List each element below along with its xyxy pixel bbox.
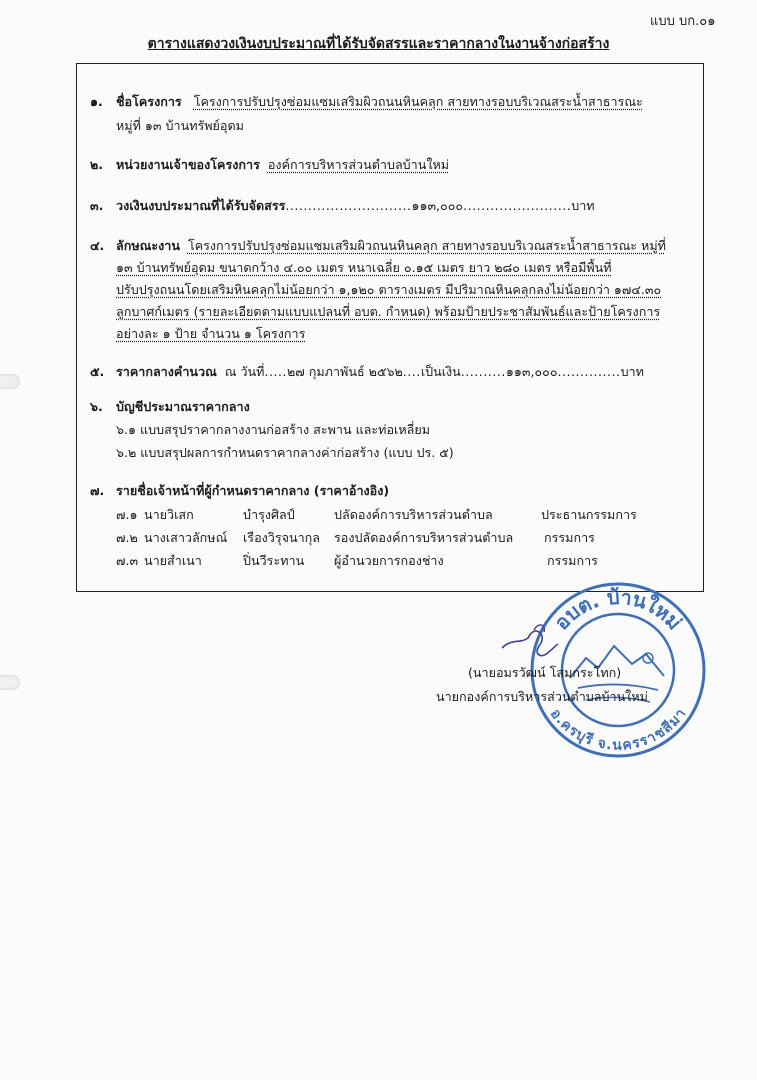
committee-last-name: เรืองวิรุจนากุล [243, 530, 321, 545]
committee-first-name: นายวิเสก [144, 507, 194, 522]
work-description-line4: ลูกบาศก์เมตร (รายละเอียดตามแบบแปลนที่ อบต. กำหนด) พร้อมป้ายประชาสัมพันธ์และป้ายโครงการ [116, 304, 661, 319]
owner-agency-value: องค์การบริหารส่วนตำบลบ้านใหม่ [267, 157, 450, 172]
project-name-line2: หมู่ที่ ๑๓ บ้านทรัพย์อุดม [116, 118, 244, 133]
work-description-line1: โครงการปรับปรุงซ่อมแซมเสริมผิวถนนหินคลุก สายทางรอบบริเวณสระน้ำสาธารณะ หมู่ที่ [187, 238, 666, 253]
item-number: ๔. [90, 238, 105, 253]
signatory-name: (นายอมรวัฒน์ โสมกระโทก) [468, 665, 622, 680]
punch-hole [0, 675, 20, 690]
committee-first-name: นางเสาวลักษณ์ [144, 530, 228, 545]
work-description-line5: อย่างละ ๑ ป้าย จำนวน ๑ โครงการ [116, 326, 306, 341]
committee-role: กรรมการ [544, 530, 595, 545]
committee-first-name: นายสำเนา [144, 553, 202, 568]
item-number: ๒. [90, 157, 104, 172]
item-label: หน่วยงานเจ้าของโครงการ [116, 157, 260, 172]
price-amount: ๑๑๓,๐๐๐ [505, 364, 558, 379]
seal-bottom-text: อ.ครบุรี จ.นครราชสีมา [546, 706, 690, 754]
price-account-sub2: ๖.๒ แบบสรุปผลการกำหนดราคากลางค่าก่อสร้าง (แบบ ปร. ๕) [116, 445, 454, 460]
work-description-line2: ๑๓ บ้านทรัพย์อุดม ขนาดกว้าง ๔.๐๐ เมตร หนาเฉลี่ย ๐.๑๕ เมตร ยาว ๒๘๐ เมตร หรือมีพื้นที่ [116, 260, 612, 275]
budget-amount: ๑๑๓,๐๐๐ [411, 198, 464, 213]
item-budget: ๓. วงเงินงบประมาณที่ได้รับจัดสรร............................๑๑๓,๐๐๐........................บาท [90, 196, 595, 216]
form-code: แบบ บก.๐๑ [650, 14, 716, 29]
committee-position: รองปลัดองค์การบริหารส่วนตำบล [334, 530, 514, 545]
punch-hole [0, 374, 20, 389]
item-label: ลักษณะงาน [116, 238, 180, 253]
svg-text:อ.ครบุรี จ.นครราชสีมา [547, 706, 690, 754]
committee-last-name: บำรุงศิลป์ [243, 507, 295, 522]
item-owner-agency [90, 155, 449, 175]
item-label: ราคากลางคำนวณ [116, 364, 217, 379]
item-label: รายชื่อเจ้าหน้าที่ผู้กำหนดราคากลาง (ราคาอ้างอิง) [116, 483, 390, 498]
item-price-accounts [90, 397, 250, 417]
committee-no: ๗.๓ [116, 553, 139, 568]
seal-top-text: อบต. บ้านใหม่ [549, 584, 687, 635]
item-work-description [90, 236, 666, 256]
handwritten-signature [498, 618, 578, 664]
committee-role: ประธานกรรมการ [541, 507, 637, 522]
item-committee [90, 481, 389, 501]
item-label: บัญชีประมาณราคากลาง [116, 399, 250, 414]
committee-position: ปลัดองค์การบริหารส่วนตำบล [334, 507, 493, 522]
item-label: ชื่อโครงการ [116, 94, 182, 109]
price-date: ๒๗ กุมภาพันธ์ ๒๕๖๒ [286, 364, 403, 379]
item-project-name [90, 92, 643, 112]
item-label: วงเงินงบประมาณที่ได้รับจัดสรร [116, 198, 286, 213]
signatory-position: นายกองค์การบริหารส่วนตำบลบ้านใหม่ [436, 689, 648, 704]
project-name-line1: โครงการปรับปรุงซ่อมแซมเสริมผิวถนนหินคลุก สายทางรอบบริเวณสระน้ำสาธารณะ [193, 94, 643, 109]
committee-position: ผู้อำนวยการกองช่าง [334, 553, 444, 568]
budget-unit: บาท [571, 198, 595, 213]
item-number: ๕. [90, 364, 105, 379]
item-number: ๖. [90, 399, 103, 414]
price-unit: บาท [620, 364, 644, 379]
item-number: ๗. [90, 483, 105, 498]
committee-no: ๗.๑ [116, 507, 138, 522]
item-number: ๑. [90, 94, 103, 109]
date-prefix: ณ วันที่ [224, 364, 265, 379]
amount-prefix: เป็นเงิน [420, 364, 461, 379]
price-account-sub1: ๖.๑ แบบสรุปราคากลางงานก่อสร้าง สะพาน และท่อเหลี่ยม [116, 422, 431, 437]
committee-role: กรรมการ [547, 553, 598, 568]
committee-last-name: ปิ่นวีระทาน [243, 553, 305, 568]
item-number: ๓. [90, 198, 104, 213]
item-median-price: ๕. ราคากลางคำนวณ ณ วันที่.....๒๗ กุมภาพันธ์ ๒๕๖๒....เป็นเงิน..........๑๑๓,๐๐๐..............บาท [90, 362, 644, 382]
work-description-line3: ปรับปรุงถนนโดยเสริมหินคลุกไม่น้อยกว่า ๑,๑๒๐ ตารางเมตร มีปริมาณหินคลุกลงไม่น้อยกว่า ๑๗๔.๓๐ [116, 282, 662, 297]
committee-no: ๗.๒ [116, 530, 138, 545]
document-title: ตารางแสดงวงเงินงบประมาณที่ได้รับจัดสรรและราคากลางในงานจ้างก่อสร้าง [147, 36, 610, 52]
